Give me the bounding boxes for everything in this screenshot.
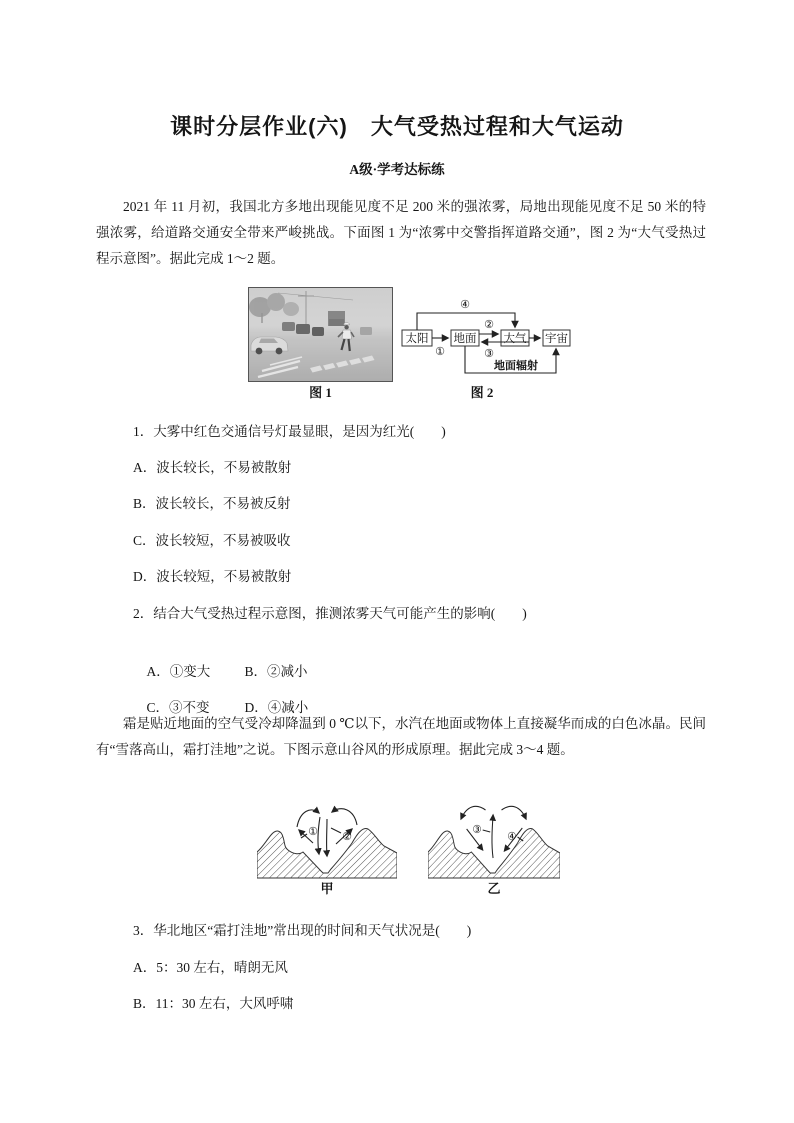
circled-4-label: ④ [460,299,470,311]
figure1-caption: 图 1 [309,385,332,400]
question-1-stem: 1．大雾中红色交通信号灯最显眼，是因为红光( ) [133,424,446,439]
q1-option-a: A．波长较长，不易被散射 [133,460,292,475]
q1-option-b: B．波长较长，不易被反射 [133,496,291,511]
top-arc-left [297,810,319,827]
ground-box-label: 地面 [453,333,477,345]
circled-2-label: ② [484,319,494,331]
center-rise-arrow [492,815,493,858]
fog-traffic-photo [248,287,393,382]
level-a-heading: A级·学考达标练 [349,162,445,177]
ground-radiation-label: 地面辐射 [494,360,538,372]
q1-option-d: D．波长较短，不易被散射 [133,569,292,584]
space-box-label: 宇宙 [545,333,568,345]
top-arc-right [332,809,357,825]
q2-option-b: B．②减小 [244,664,308,679]
fog-overlay [248,287,393,382]
question-3-stem: 3．华北地区“霜打洼地”常出现的时间和天气状况是( ) [133,923,472,938]
circled-4-valley: ④ [507,830,517,844]
passage-fog-intro: 2021 年 11 月初，我国北方多地出现能见度不足 200 米的强浓雾，局地出现能见度不足 50 米的特强浓雾，给道路交通安全带来严峻挑战。下面图 1 为“浓雾中交警指挥道路交通”，图 2 为“大气受热过程示意图”。据此完成 1～2 题。 [96,199,706,266]
q2-option-c: C．③不变 [146,700,210,715]
q1-option-c: C．波长较短，不易被吸收 [133,533,291,548]
yi-label: 乙 [487,881,501,896]
valley-wind-diagram-yi [428,798,560,880]
valley-wind-diagram-jia [257,798,397,880]
center-sink-arrow-1 [318,817,320,854]
figure2-caption: 图 2 [470,385,494,400]
leader-2 [331,828,341,833]
atmosphere-box-label: 大气 [503,333,527,345]
mountain-profile [428,828,560,878]
q3-option-a: A．5：30 左右，晴朗无风 [133,960,288,975]
sun-box-label: 太阳 [405,333,429,345]
passage-frost-intro: 霜是贴近地面的空气受冷却降温到 0 ℃以下，水汽在地面或物体上直接凝华而成的白色冰晶。民间有“雪落高山，霜打洼地”之说。下图示意山谷风的形成原理。据此完成 3～4 题。 [96,716,706,757]
question-2-stem: 2．结合大气受热过程示意图，推测浓雾天气可能产生的影响( ) [133,606,527,621]
q2-option-d: D．④减小 [244,700,309,715]
heating-process-diagram [398,288,598,380]
circled-2-valley: ② [342,831,352,843]
top-arc-left-out [461,806,486,819]
q3-option-b: B．11：30 左右，大风呼啸 [133,996,294,1011]
circled-3-valley: ③ [472,823,482,837]
circled-1-valley: ① [308,826,318,838]
top-arc-right-out [502,806,527,819]
q2-option-a: A．①变大 [146,664,211,679]
arrow-4-top-path [417,313,515,330]
leader-3 [483,830,491,832]
circled-3-label: ③ [484,348,494,360]
circled-1-label: ① [435,346,445,358]
page-title: 课时分层作业(六) 大气受热过程和大气运动 [170,114,624,139]
jia-label: 甲 [320,881,334,896]
